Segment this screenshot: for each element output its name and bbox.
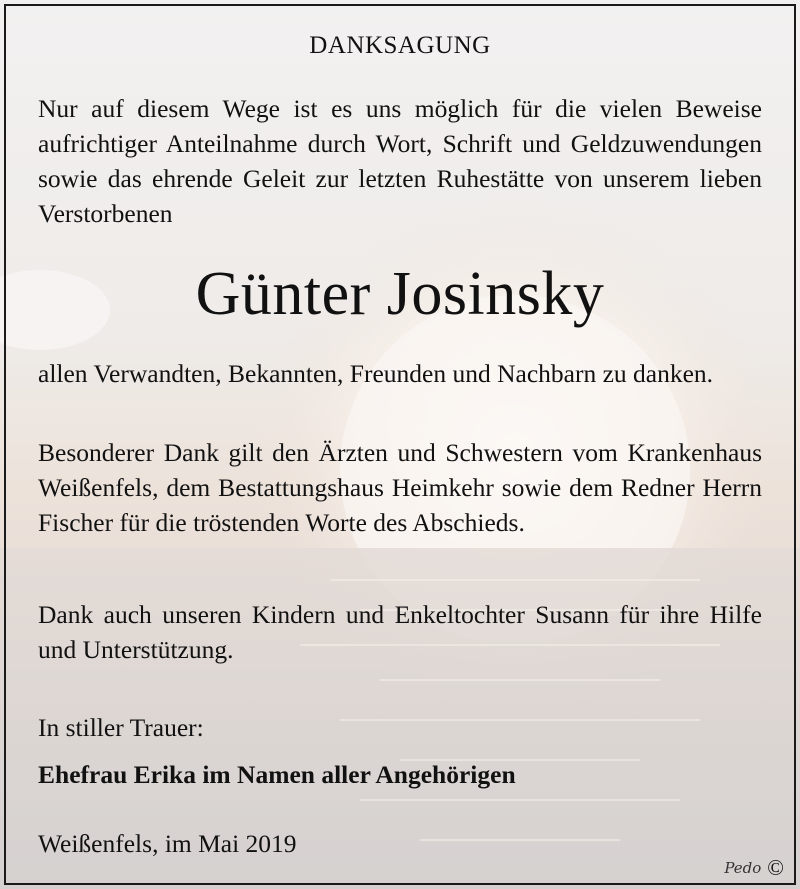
publisher-mark	[724, 855, 784, 881]
deceased-name: Günter Josinsky	[195, 260, 605, 328]
place-date: Weißenfels, im Mai 2019	[38, 829, 297, 858]
thanks-paragraph: allen Verwandten, Bekannten, Freunden und Nachbarn zu danken.	[38, 359, 714, 388]
intro-paragraph: Nur auf diesem Wege ist es uns möglich für die vielen Beweise aufrichtiger Anteilnahme durch Wort, Schrift und Geldzuwendungen sowie das ehrende Geleit zur letzten Ruhestätte von unserem lieben Verstorbenen	[38, 94, 762, 228]
family-thanks-paragraph: Dank auch unseren Kindern und Enkeltochter Susann für ihre Hilfe und Unterstützung.	[38, 600, 762, 664]
copyright-icon: ©	[767, 855, 784, 880]
signature-mark: Pedo	[724, 859, 762, 877]
special-thanks-paragraph: Besonderer Dank gilt den Ärzten und Schwestern vom Krankenhaus Weißenfels, dem Bestattungshaus Heimkehr sowie dem Redner Herrn Fischer für die tröstenden Worte des Abschieds.	[38, 438, 762, 537]
notice-heading: DANKSAGUNG	[309, 32, 491, 59]
mourning-label: In stiller Trauer:	[38, 713, 204, 742]
mourners-line: Ehefrau Erika im Namen aller Angehörigen	[38, 760, 516, 789]
